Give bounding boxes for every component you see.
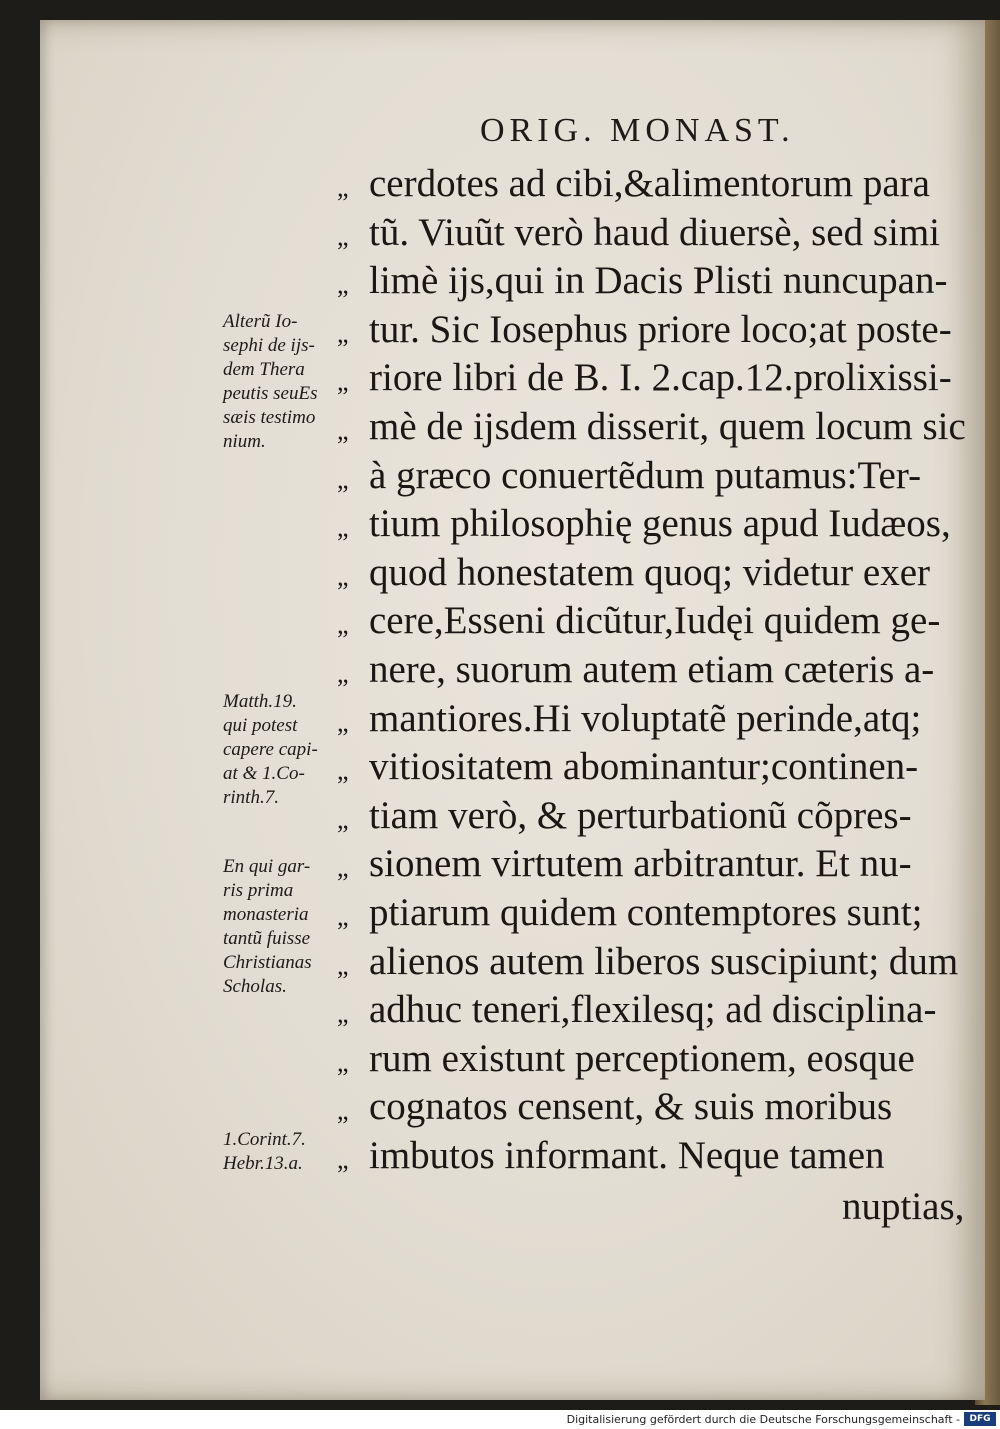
text-line-content: sionem virtutem arbitrantur. Et nu- xyxy=(369,842,912,885)
quote-mark: „ xyxy=(337,513,347,542)
text-line xyxy=(337,938,987,986)
text-line xyxy=(337,1132,987,1180)
margin-note-line: sephi de ijs- xyxy=(223,335,315,356)
text-line xyxy=(337,743,987,791)
quote-mark: „ xyxy=(337,465,347,494)
margin-note-line: Christianas xyxy=(223,952,312,973)
margin-note-line: ris prima xyxy=(223,880,294,901)
text-line xyxy=(337,840,987,888)
quote-mark: „ xyxy=(337,1145,347,1174)
margin-note-2 xyxy=(223,690,338,810)
text-line-content: ptiarum quidem contemptores sunt; xyxy=(369,891,923,934)
quote-mark: „ xyxy=(337,999,347,1028)
text-line-content: nere, suorum autem etiam cæteris a- xyxy=(369,648,935,691)
quote-mark: „ xyxy=(337,416,347,445)
text-line xyxy=(337,500,987,548)
text-line-content: cerdotes ad cibi,&alimentorum para xyxy=(369,162,930,205)
text-line xyxy=(337,1035,987,1083)
quote-mark: „ xyxy=(337,902,347,931)
text-line xyxy=(337,160,987,208)
margin-note-line: Alterũ Io- xyxy=(223,311,298,332)
text-line-content: tiam verò, & perturbationũ cõpres- xyxy=(369,794,912,837)
text-line xyxy=(337,257,987,305)
text-line-content: alienos autem liberos suscipiunt; dum xyxy=(369,940,959,983)
margin-note-1 xyxy=(223,310,338,454)
margin-note-line: peutis seuEs xyxy=(223,383,318,404)
margin-note-line: capere capi- xyxy=(223,739,318,760)
margin-note-line: En qui gar- xyxy=(223,856,311,877)
quote-mark: „ xyxy=(337,853,347,882)
text-line xyxy=(337,792,987,840)
text-line xyxy=(337,452,987,500)
quote-mark: „ xyxy=(337,1096,347,1125)
funding-notice: Digitalisierung gefördert durch die Deutsche Forschungsgemeinschaft - xyxy=(566,1413,960,1426)
margin-note-line: Matth.19. xyxy=(223,691,297,712)
catchword: nuptias, xyxy=(842,1185,965,1228)
digitization-footer xyxy=(0,1410,1000,1429)
margin-note-line: qui potest xyxy=(223,715,298,736)
quote-mark: „ xyxy=(337,270,347,299)
text-line xyxy=(337,549,987,597)
quote-mark: „ xyxy=(337,173,347,202)
margin-note-line: rinth.7. xyxy=(223,787,279,808)
text-line-content: adhuc teneri,flexilesq; ad disciplina- xyxy=(369,988,937,1031)
text-line xyxy=(337,646,987,694)
margin-note-line: nium. xyxy=(223,431,266,452)
quote-mark: „ xyxy=(337,367,347,396)
text-line-content: cere,Esseni dicũtur,Iudęi quidem ge- xyxy=(369,599,941,642)
quote-mark: „ xyxy=(337,222,347,251)
text-line xyxy=(337,354,987,402)
dfg-logo: DFG xyxy=(964,1412,996,1426)
text-line xyxy=(337,1083,987,1131)
quote-mark: „ xyxy=(337,951,347,980)
margin-note-line: 1.Corint.7. xyxy=(223,1129,306,1150)
text-line-content: tũ. Viuũt verò haud diuersè, sed simi xyxy=(369,211,941,254)
text-line-content: à græco conuertẽdum putamus:Ter- xyxy=(369,454,922,497)
quote-mark: „ xyxy=(337,610,347,639)
quote-mark: „ xyxy=(337,659,347,688)
text-line-content: riore libri de B. I. 2.cap.12.prolixissi- xyxy=(369,356,952,399)
quote-mark: „ xyxy=(337,756,347,785)
margin-note-line: monasteria xyxy=(223,904,309,925)
quote-mark: „ xyxy=(337,708,347,737)
text-line-content: mantiores.Hi voluptatẽ perinde,atq; xyxy=(369,697,922,740)
text-line-content: imbutos informant. Neque tamen xyxy=(369,1134,885,1177)
text-line-content: tur. Sic Iosephus priore loco;at poste- xyxy=(369,308,952,351)
text-line xyxy=(337,889,987,937)
quote-mark: „ xyxy=(337,805,347,834)
margin-note-line: Scholas. xyxy=(223,976,287,997)
text-line-content: tium philosophię genus apud Iudæos, xyxy=(369,502,951,545)
text-line xyxy=(337,695,987,743)
margin-note-3 xyxy=(223,855,338,999)
text-line-content: rum existunt perceptionem, eosque xyxy=(369,1037,915,1080)
running-head: ORIG. MONAST. xyxy=(480,112,795,149)
text-line xyxy=(337,597,987,645)
text-line-content: cognatos censent, & suis moribus xyxy=(369,1085,893,1128)
quote-mark: „ xyxy=(337,1048,347,1077)
text-line xyxy=(337,986,987,1034)
text-line xyxy=(337,403,987,451)
text-line-content: quod honestatem quoq; videtur exer xyxy=(369,551,931,594)
margin-note-line: sæis testimo xyxy=(223,407,316,428)
margin-note-4 xyxy=(223,1128,338,1176)
text-line-content: vitiositatem abominantur;continen- xyxy=(369,745,919,788)
text-line-content: limè ijs,qui in Dacis Plisti nuncupan- xyxy=(369,259,948,302)
quote-mark: „ xyxy=(337,562,347,591)
margin-note-line: Hebr.13.a. xyxy=(223,1153,303,1174)
text-line-content: mè de ijsdem disserit, quem locum sic xyxy=(369,405,966,448)
quote-mark: „ xyxy=(337,319,347,348)
margin-note-line: at & 1.Co- xyxy=(223,763,305,784)
text-line xyxy=(337,306,987,354)
margin-note-line: tantũ fuisse xyxy=(223,928,311,949)
margin-note-line: dem Thera xyxy=(223,359,305,380)
text-line xyxy=(337,209,987,257)
